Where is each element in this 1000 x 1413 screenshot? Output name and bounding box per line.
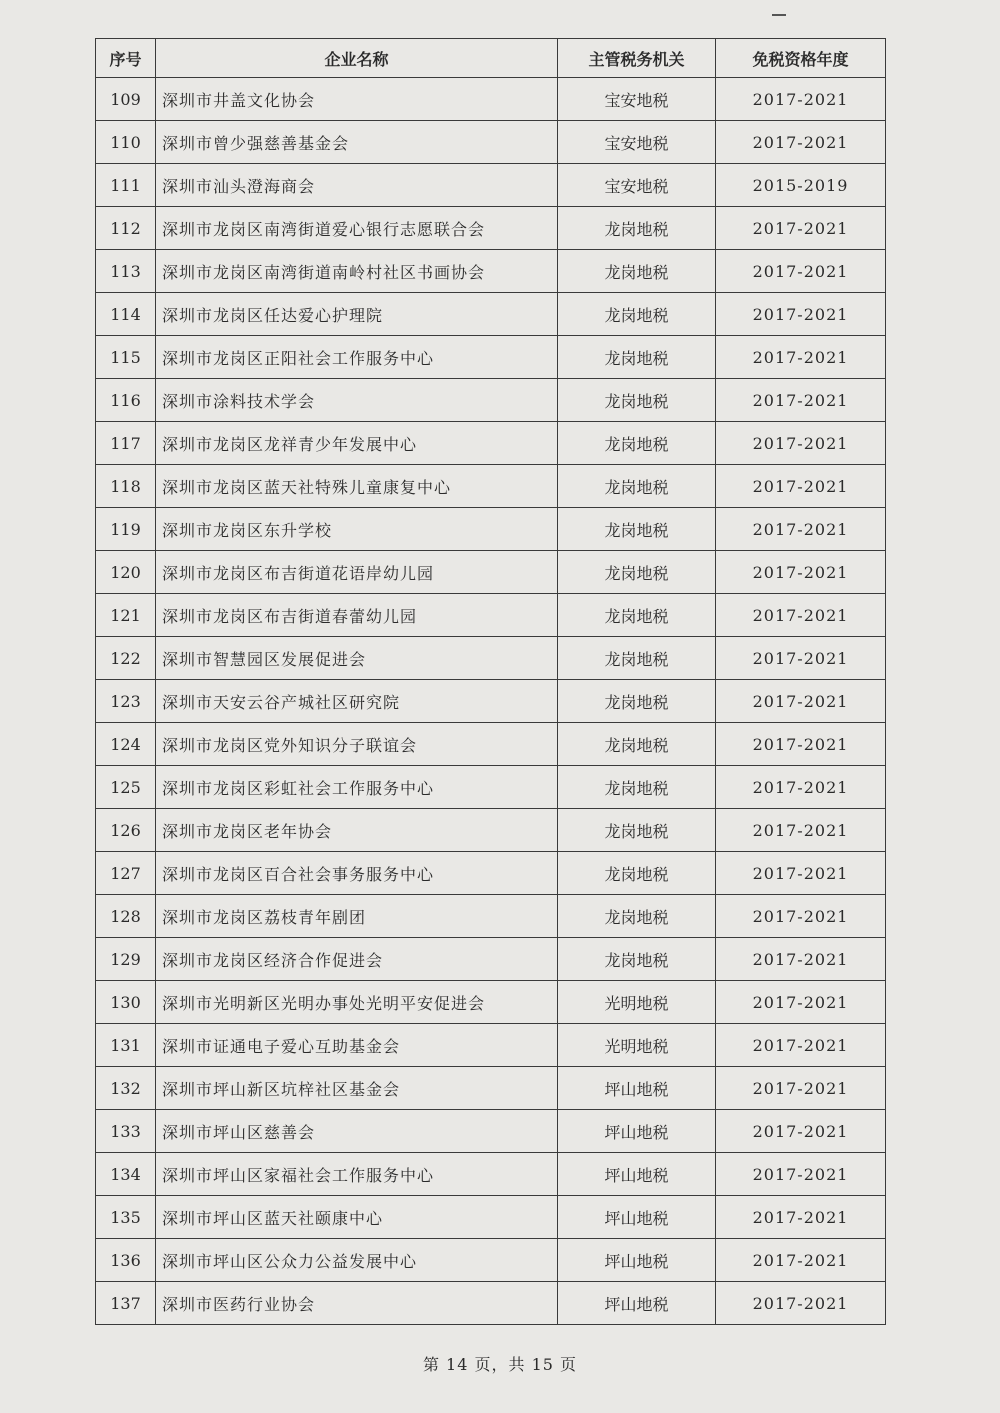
cell-year: 2017-2021 [716,121,886,164]
cell-no: 134 [96,1153,156,1196]
cell-year: 2017-2021 [716,1110,886,1153]
page-mark [772,14,786,16]
cell-no: 117 [96,422,156,465]
table-row [96,1282,886,1325]
cell-year: 2017-2021 [716,1196,886,1239]
cell-no: 123 [96,680,156,723]
cell-year: 2017-2021 [716,895,886,938]
table-row [96,1024,886,1067]
cell-no: 120 [96,551,156,594]
cell-org: 龙岗地税 [558,508,716,551]
cell-name: 深圳市龙岗区任达爱心护理院 [156,293,558,336]
table-row [96,551,886,594]
table-row [96,465,886,508]
cell-org: 龙岗地税 [558,938,716,981]
cell-name: 深圳市曾少强慈善基金会 [156,121,558,164]
table-row [96,766,886,809]
table-header-row [96,39,886,78]
table-row [96,1110,886,1153]
cell-org: 龙岗地税 [558,594,716,637]
cell-org: 龙岗地税 [558,465,716,508]
cell-name: 深圳市光明新区光明办事处光明平安促进会 [156,981,558,1024]
cell-year: 2017-2021 [716,680,886,723]
cell-name: 深圳市坪山区公众力公益发展中心 [156,1239,558,1282]
cell-name: 深圳市龙岗区百合社会事务服务中心 [156,852,558,895]
table-row [96,680,886,723]
cell-name: 深圳市龙岗区党外知识分子联谊会 [156,723,558,766]
cell-name: 深圳市龙岗区蓝天社特殊儿童康复中心 [156,465,558,508]
cell-org: 坪山地税 [558,1067,716,1110]
cell-no: 110 [96,121,156,164]
cell-org: 龙岗地税 [558,852,716,895]
cell-year: 2017-2021 [716,1024,886,1067]
cell-no: 119 [96,508,156,551]
table-row [96,594,886,637]
cell-no: 115 [96,336,156,379]
cell-year: 2017-2021 [716,594,886,637]
cell-year: 2017-2021 [716,250,886,293]
cell-name: 深圳市龙岗区南湾街道南岭村社区书画协会 [156,250,558,293]
header-org: 主管税务机关 [558,39,716,78]
cell-year: 2017-2021 [716,1282,886,1325]
table-row [96,336,886,379]
cell-no: 111 [96,164,156,207]
table-row [96,809,886,852]
table-row [96,1067,886,1110]
cell-no: 137 [96,1282,156,1325]
cell-year: 2017-2021 [716,465,886,508]
cell-no: 121 [96,594,156,637]
cell-name: 深圳市证通电子爱心互助基金会 [156,1024,558,1067]
cell-no: 113 [96,250,156,293]
cell-year: 2017-2021 [716,766,886,809]
table-row [96,637,886,680]
cell-name: 深圳市龙岗区老年协会 [156,809,558,852]
table-row [96,78,886,121]
cell-org: 宝安地税 [558,78,716,121]
table-row [96,1239,886,1282]
cell-name: 深圳市龙岗区正阳社会工作服务中心 [156,336,558,379]
cell-year: 2017-2021 [716,551,886,594]
cell-org: 龙岗地税 [558,336,716,379]
table-row [96,379,886,422]
cell-org: 龙岗地税 [558,809,716,852]
cell-no: 131 [96,1024,156,1067]
cell-year: 2017-2021 [716,637,886,680]
table-row [96,1153,886,1196]
cell-org: 宝安地税 [558,164,716,207]
cell-org: 龙岗地税 [558,895,716,938]
tax-exempt-table [95,38,886,1325]
cell-year: 2017-2021 [716,78,886,121]
cell-no: 132 [96,1067,156,1110]
cell-year: 2017-2021 [716,379,886,422]
cell-name: 深圳市井盖文化协会 [156,78,558,121]
table-row [96,121,886,164]
cell-year: 2017-2021 [716,336,886,379]
cell-org: 龙岗地税 [558,637,716,680]
cell-no: 114 [96,293,156,336]
cell-no: 128 [96,895,156,938]
table-row [96,293,886,336]
cell-org: 坪山地税 [558,1196,716,1239]
cell-name: 深圳市龙岗区南湾街道爱心银行志愿联合会 [156,207,558,250]
cell-name: 深圳市坪山区慈善会 [156,1110,558,1153]
cell-org: 坪山地税 [558,1110,716,1153]
cell-no: 122 [96,637,156,680]
cell-year: 2017-2021 [716,938,886,981]
cell-org: 光明地税 [558,981,716,1024]
table-row [96,508,886,551]
cell-no: 136 [96,1239,156,1282]
cell-year: 2017-2021 [716,1153,886,1196]
cell-org: 龙岗地税 [558,680,716,723]
cell-org: 龙岗地税 [558,250,716,293]
table-row [96,938,886,981]
cell-name: 深圳市龙岗区东升学校 [156,508,558,551]
cell-no: 118 [96,465,156,508]
cell-year: 2017-2021 [716,981,886,1024]
table-row [96,422,886,465]
cell-name: 深圳市天安云谷产城社区研究院 [156,680,558,723]
cell-name: 深圳市涂料技术学会 [156,379,558,422]
table-row [96,852,886,895]
cell-year: 2017-2021 [716,809,886,852]
table-row [96,164,886,207]
cell-org: 龙岗地税 [558,207,716,250]
table-row [96,723,886,766]
cell-name: 深圳市龙岗区荔枝青年剧团 [156,895,558,938]
cell-year: 2017-2021 [716,422,886,465]
cell-year: 2017-2021 [716,723,886,766]
cell-no: 116 [96,379,156,422]
cell-org: 龙岗地税 [558,293,716,336]
cell-name: 深圳市坪山新区坑梓社区基金会 [156,1067,558,1110]
cell-no: 109 [96,78,156,121]
cell-no: 124 [96,723,156,766]
header-name: 企业名称 [156,39,558,78]
cell-name: 深圳市龙岗区布吉街道春蕾幼儿园 [156,594,558,637]
cell-org: 龙岗地税 [558,551,716,594]
table-row [96,207,886,250]
cell-no: 126 [96,809,156,852]
cell-name: 深圳市汕头澄海商会 [156,164,558,207]
cell-no: 112 [96,207,156,250]
cell-year: 2017-2021 [716,852,886,895]
cell-org: 坪山地税 [558,1153,716,1196]
cell-no: 125 [96,766,156,809]
cell-year: 2017-2021 [716,293,886,336]
cell-no: 127 [96,852,156,895]
page-footer: 第 14 页，共 15 页 [422,1355,578,1374]
table-body [96,78,886,1325]
cell-org: 龙岗地税 [558,422,716,465]
cell-name: 深圳市龙岗区龙祥青少年发展中心 [156,422,558,465]
cell-org: 龙岗地税 [558,723,716,766]
cell-name: 深圳市智慧园区发展促进会 [156,637,558,680]
cell-name: 深圳市坪山区蓝天社颐康中心 [156,1196,558,1239]
cell-org: 坪山地税 [558,1282,716,1325]
cell-year: 2017-2021 [716,1067,886,1110]
cell-name: 深圳市龙岗区经济合作促进会 [156,938,558,981]
header-year: 免税资格年度 [716,39,886,78]
cell-no: 133 [96,1110,156,1153]
cell-org: 龙岗地税 [558,379,716,422]
cell-year: 2015-2019 [716,164,886,207]
cell-org: 光明地税 [558,1024,716,1067]
cell-no: 135 [96,1196,156,1239]
cell-year: 2017-2021 [716,508,886,551]
cell-year: 2017-2021 [716,207,886,250]
cell-name: 深圳市龙岗区彩虹社会工作服务中心 [156,766,558,809]
cell-org: 坪山地税 [558,1239,716,1282]
cell-org: 龙岗地税 [558,766,716,809]
table-row [96,1196,886,1239]
cell-name: 深圳市坪山区家福社会工作服务中心 [156,1153,558,1196]
cell-no: 129 [96,938,156,981]
cell-no: 130 [96,981,156,1024]
table-row [96,250,886,293]
document-sheet [95,38,885,1325]
table-row [96,981,886,1024]
cell-name: 深圳市医药行业协会 [156,1282,558,1325]
table-row [96,895,886,938]
header-no: 序号 [96,39,156,78]
cell-name: 深圳市龙岗区布吉街道花语岸幼儿园 [156,551,558,594]
cell-org: 宝安地税 [558,121,716,164]
cell-year: 2017-2021 [716,1239,886,1282]
